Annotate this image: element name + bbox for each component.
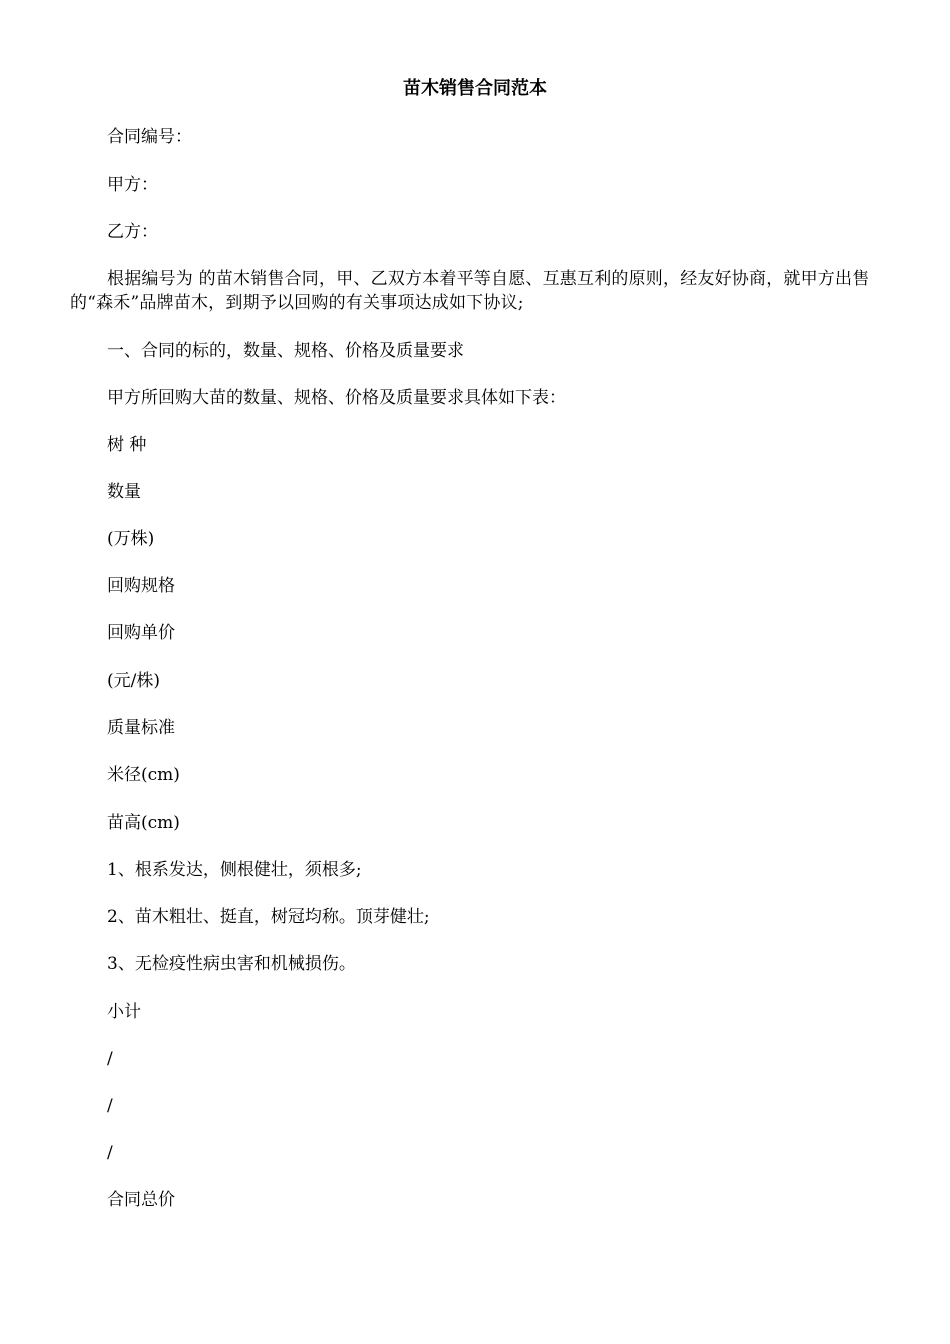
table-line: / — [107, 1096, 113, 1116]
table-line: 合同总价 — [107, 1190, 175, 1210]
document-title: 苗木销售合同范本 — [403, 78, 547, 99]
table-line: 2、苗木粗壮、挺直，树冠均称。顶芽健壮; — [107, 907, 430, 927]
table-line: 回购规格 — [107, 576, 175, 596]
table-line: 回购单价 — [107, 623, 175, 643]
table-line: (元/株) — [107, 671, 160, 691]
contract-number-label: 合同编号： — [107, 127, 192, 147]
table-line: 苗高(cm) — [107, 813, 180, 833]
table-line: 3、无检疫性病虫害和机械损伤。 — [107, 954, 356, 974]
table-line: 数量 — [107, 482, 141, 502]
party-b-label: 乙方： — [107, 222, 158, 242]
table-line: 小计 — [107, 1002, 141, 1022]
intro-paragraph: 根据编号为 的苗木销售合同，甲、乙双方本着平等自愿、互惠互利的原则，经友好协商，就甲方出售的“森禾”品牌苗木，到期予以回购的有关事项达成如下协议; — [70, 269, 870, 313]
table-line: 1、根系发达，侧根健壮，须根多; — [107, 860, 362, 880]
section-1-heading: 一、合同的标的，数量、规格、价格及质量要求 — [107, 341, 464, 361]
table-line: 树 种 — [107, 435, 147, 455]
table-line: 质量标准 — [107, 718, 175, 738]
party-a-label: 甲方： — [107, 175, 158, 195]
table-line: / — [107, 1143, 113, 1163]
table-line: (万株) — [107, 529, 155, 549]
table-line: / — [107, 1049, 113, 1069]
table-line: 米径(cm) — [107, 765, 180, 785]
section-1-intro: 甲方所回购大苗的数量、规格、价格及质量要求具体如下表： — [107, 388, 566, 408]
